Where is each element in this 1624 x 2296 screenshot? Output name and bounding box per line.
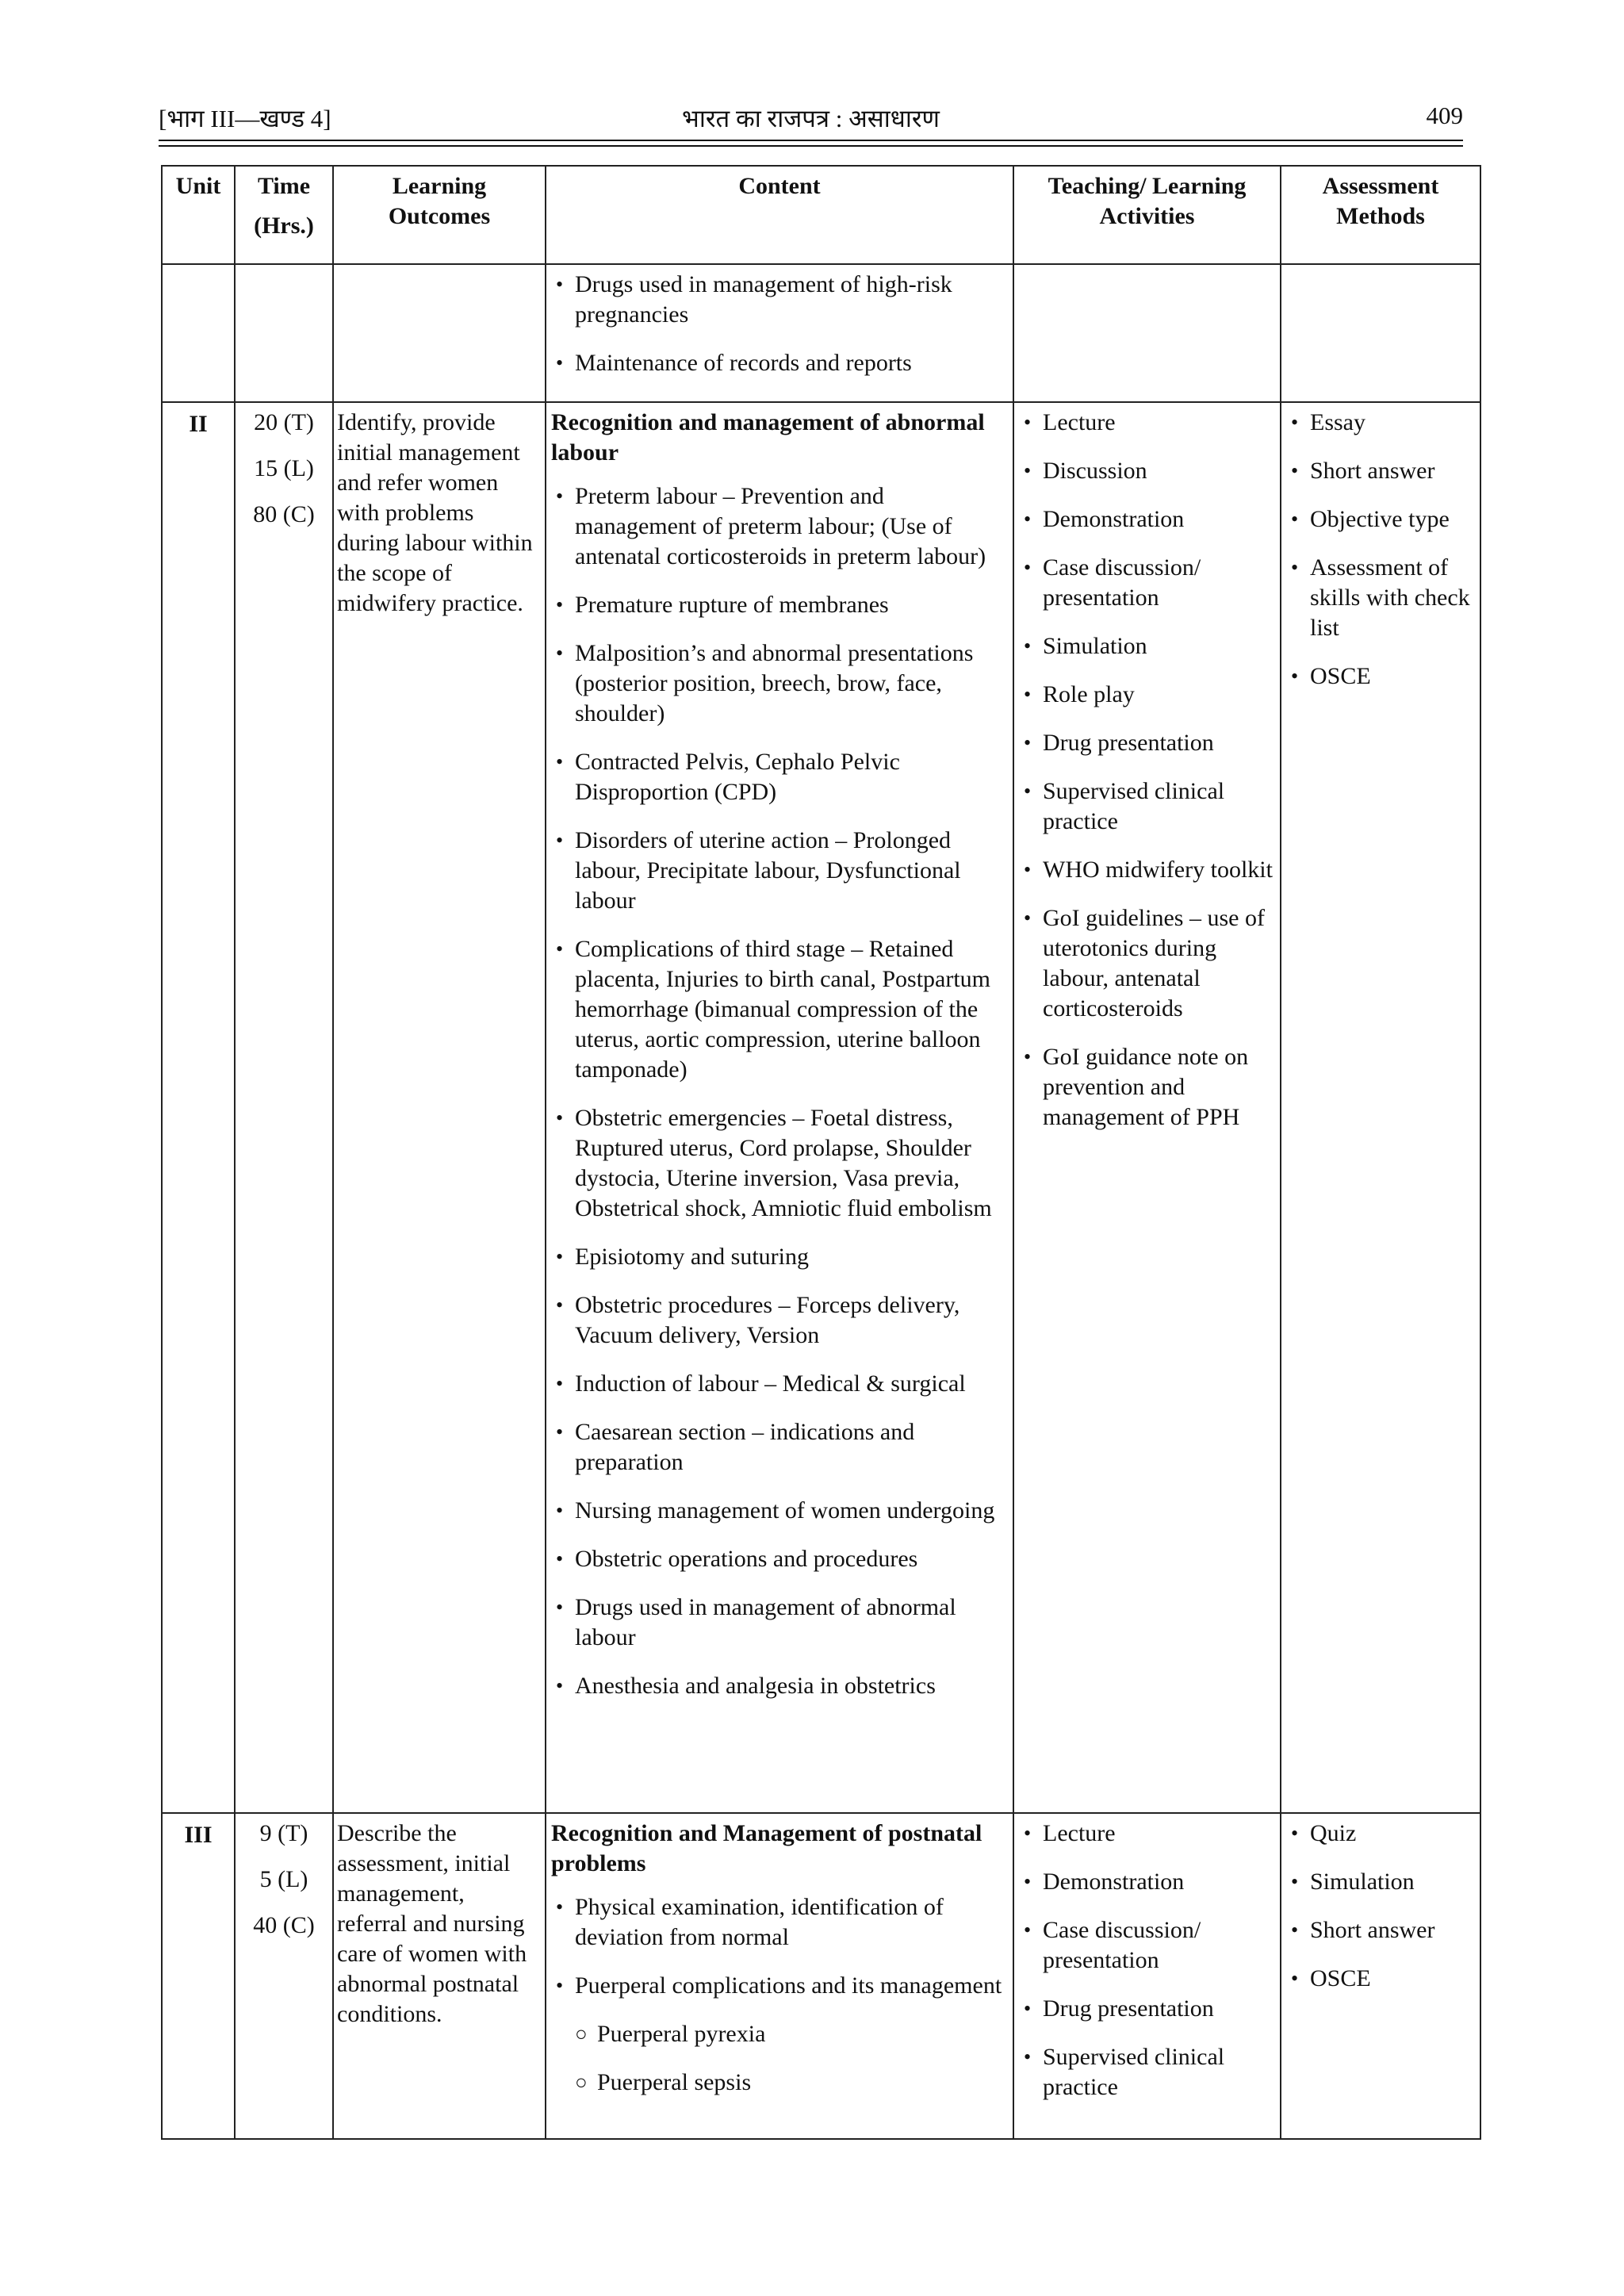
outcome-cell: Identify, provide initial management and refer women with problems during labour within the scope of midwifery practice. [333, 402, 546, 1813]
time-lab: 15 (L) [254, 455, 314, 481]
gazette-part-label: [भाग III—खण्ड 4] [159, 105, 331, 132]
list-item: • Supervised clinical practice [1019, 2042, 1275, 2102]
unit-cell: II [162, 402, 235, 1813]
list-item: • Drug presentation [1019, 728, 1275, 758]
list-item: • Maintenance of records and reports [551, 348, 1008, 378]
list-item: • Induction of labour – Medical & surgical [551, 1369, 1008, 1399]
list-item: • Disorders of uterine action – Prolonged labour, Precipitate labour, Dysfunctional labour [551, 826, 1008, 916]
list-item: • Quiz [1286, 1819, 1475, 1849]
page-number: 409 [1426, 102, 1463, 129]
list-item: • Drug presentation [1019, 1994, 1275, 2024]
syllabus-table [161, 165, 1481, 2140]
list-item: • Supervised clinical practice [1019, 776, 1275, 837]
assessment-cell [1281, 402, 1480, 1813]
content-cell [546, 402, 1013, 1813]
activities-list [1019, 408, 1275, 1133]
list-item: • Obstetric procedures – Forceps delivery, Vacuum delivery, Version [551, 1290, 1008, 1351]
content-list [551, 270, 1008, 378]
assessment-cell [1281, 1813, 1480, 2139]
outcome-cell [333, 264, 546, 402]
table-row [162, 1813, 1480, 2139]
col-header-time [235, 166, 333, 264]
list-item: • Short answer [1286, 1915, 1475, 1945]
list-item: • Simulation [1019, 631, 1275, 661]
content-list [551, 1892, 1008, 2001]
col-header-unit: Unit [162, 166, 235, 264]
col-header-outcomes: Learning Outcomes [333, 166, 546, 264]
unit-cell: III [162, 1813, 235, 2139]
list-item: • GoI guidelines – use of uterotonics during labour, antenatal corticosteroids [1019, 903, 1275, 1024]
list-item: • WHO midwifery toolkit [1019, 855, 1275, 885]
list-item: • Objective type [1286, 504, 1475, 535]
col-header-content: Content [546, 166, 1013, 264]
time-theory: 9 (T) [259, 1820, 308, 1846]
assessment-cell [1281, 264, 1480, 402]
list-item: • Case discussion/ presentation [1019, 1915, 1275, 1976]
unit-cell [162, 264, 235, 402]
content-heading: Recognition and management of abnormal labour [551, 409, 985, 466]
list-item: • Preterm labour – Prevention and management of preterm labour; (Use of antenatal corticosteroids in preterm labour) [551, 481, 1008, 572]
list-item: • Lecture [1019, 408, 1275, 438]
sub-list-item: ○ Puerperal pyrexia [551, 2019, 1008, 2049]
col-header-time-label: Time [257, 173, 311, 199]
list-item: • Puerperal complications and its management [551, 1971, 1008, 2001]
list-item: • Short answer [1286, 456, 1475, 486]
table-header-row [162, 166, 1480, 264]
assessment-list [1286, 1819, 1475, 1994]
list-item: • Obstetric emergencies – Foetal distress, Ruptured uterus, Cord prolapse, Shoulder dystocia, Uterine inversion, Vasa previa, Obstetrical shock, Amniotic fluid embolism [551, 1103, 1008, 1224]
list-item: • Contracted Pelvis, Cephalo Pelvic Disproportion (CPD) [551, 747, 1008, 807]
list-item: • Discussion [1019, 456, 1275, 486]
header-rule-top [159, 140, 1463, 141]
col-header-activities: Teaching/ Learning Activities [1013, 166, 1281, 264]
list-item: • Complications of third stage – Retained placenta, Injuries to birth canal, Postpartum hemorrhage (bimanual compression of the uterus, aortic compression, uterine balloon tamponade) [551, 934, 1008, 1085]
content-heading: Recognition and Management of postnatal problems [551, 1820, 982, 1876]
content-list [551, 481, 1008, 1701]
list-item: • Drugs used in management of high-risk pregnancies [551, 270, 1008, 330]
time-cell [235, 264, 333, 402]
time-clinical: 40 (C) [253, 1912, 315, 1938]
list-item: • Nursing management of women undergoing [551, 1496, 1008, 1526]
list-item: • Lecture [1019, 1819, 1275, 1849]
content-cell [546, 264, 1013, 402]
outcome-cell: Describe the assessment, initial management, referral and nursing care of women with abnormal postnatal conditions. [333, 1813, 546, 2139]
table-row [162, 402, 1480, 1813]
sub-list-item: ○ Puerperal sepsis [551, 2068, 1008, 2098]
list-item: • Demonstration [1019, 1867, 1275, 1897]
list-item: • Essay [1286, 408, 1475, 438]
page-header [159, 102, 1463, 136]
assessment-list [1286, 408, 1475, 692]
content-sublist [551, 2019, 1008, 2098]
activities-cell [1013, 402, 1281, 1813]
list-item: • Premature rupture of membranes [551, 590, 1008, 620]
list-item: • Simulation [1286, 1867, 1475, 1897]
col-header-time-unit: (Hrs.) [254, 213, 314, 239]
list-item: • Malposition’s and abnormal presentations (posterior position, breech, brow, face, shoulder) [551, 638, 1008, 729]
list-item: • GoI guidance note on prevention and management of PPH [1019, 1042, 1275, 1133]
list-item: • Episiotomy and suturing [551, 1242, 1008, 1272]
list-item: • Caesarean section – indications and preparation [551, 1417, 1008, 1478]
list-item: • OSCE [1286, 661, 1475, 692]
col-header-assessment: Assessment Methods [1281, 166, 1480, 264]
list-item: • Drugs used in management of abnormal labour [551, 1593, 1008, 1653]
header-rule-bottom [159, 145, 1463, 147]
table-row [162, 264, 1480, 402]
activities-cell [1013, 264, 1281, 402]
time-clinical: 80 (C) [253, 501, 315, 527]
list-item: • Role play [1019, 680, 1275, 710]
time-cell [235, 402, 333, 1813]
time-lab: 5 (L) [259, 1866, 308, 1892]
list-item: • OSCE [1286, 1964, 1475, 1994]
activities-cell [1013, 1813, 1281, 2139]
list-item: • Physical examination, identification of deviation from normal [551, 1892, 1008, 1953]
time-theory: 20 (T) [254, 409, 314, 435]
list-item: • Assessment of skills with check list [1286, 553, 1475, 643]
time-cell [235, 1813, 333, 2139]
list-item: • Case discussion/ presentation [1019, 553, 1275, 613]
content-cell [546, 1813, 1013, 2139]
list-item: • Anesthesia and analgesia in obstetrics [551, 1671, 1008, 1701]
activities-list [1019, 1819, 1275, 2102]
gazette-title: भारत का राजपत्र : असाधारण [682, 105, 940, 132]
list-item: • Demonstration [1019, 504, 1275, 535]
list-item: • Obstetric operations and procedures [551, 1544, 1008, 1574]
